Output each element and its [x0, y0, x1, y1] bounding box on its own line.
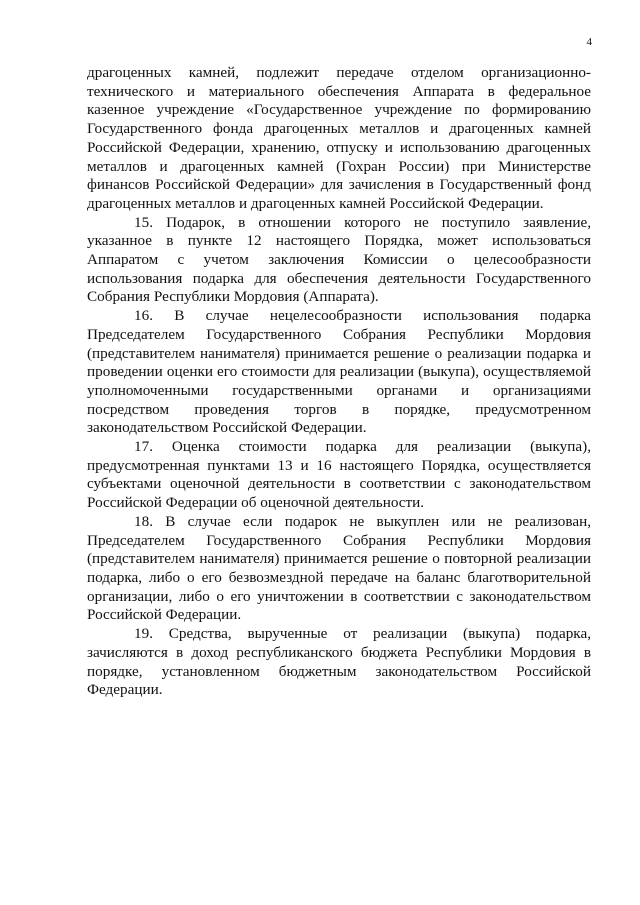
document-body — [87, 64, 591, 700]
paragraph-17: 17. Оценка стоимости подарка для реализации (выкупа), предусмотренная пунктами 13 и 16 настоящего Порядка, осуществляется субъектами оценочной деятельности в соответствии с законодательством Российской Федерации об оценочной деятельности. — [87, 438, 591, 512]
paragraph-15: 15. Подарок, в отношении которого не поступило заявление, указанное в пункте 12 настоящего Порядка, может использоваться Аппаратом с учетом заключения Комиссии о целесообразности использования подарка для обеспечения деятельности Государственного Собрания Республики Мордовия (Аппарата). — [87, 213, 591, 306]
paragraph-18: 18. В случае если подарок не выкуплен или не реализован, Председателем Государственного Собрания Республики Мордовия (представителем нанимателя) принимается решение о повторной реализации подарка, либо о его безвозмездной передаче на баланс благотворительной организации, либо о его уничтожении в соответствии с законодательством Российской Федерации. — [87, 512, 591, 624]
paragraph-19: 19. Средства, вырученные от реализации (выкупа) подарка, зачисляются в доход республиканского бюджета Республики Мордовия в порядке, установленном бюджетным законодательством Российской Федерации. — [87, 625, 591, 699]
paragraph-16: 16. В случае нецелесообразности использования подарка Председателем Государственного Собрания Республики Мордовия (представителем нанимателя) принимается решение о реализации подарка и проведении оценки его стоимости для реализации (выкупа), осуществляемой уполномоченными государственными органами и организациями посредством проведения торгов в порядке, предусмотренном законодательством Российской Федерации. — [87, 307, 591, 437]
paragraph-continuation: драгоценных камней, подлежит передаче отделом организационно-технического и материального обеспечения Аппарата в федеральное казенное учреждение «Государственное учреждение по формированию Государственного фонда драгоценных металлов и драгоценных камней Российской Федерации, хранению, отпуску и использованию драгоценных металлов и драгоценных камней (Гохран России) при Министерстве финансов Российской Федерации» для зачисления в Государственный фонд драгоценных металлов и драгоценных камней Российской Федерации. — [87, 64, 591, 212]
page-number: 4 — [586, 36, 592, 48]
